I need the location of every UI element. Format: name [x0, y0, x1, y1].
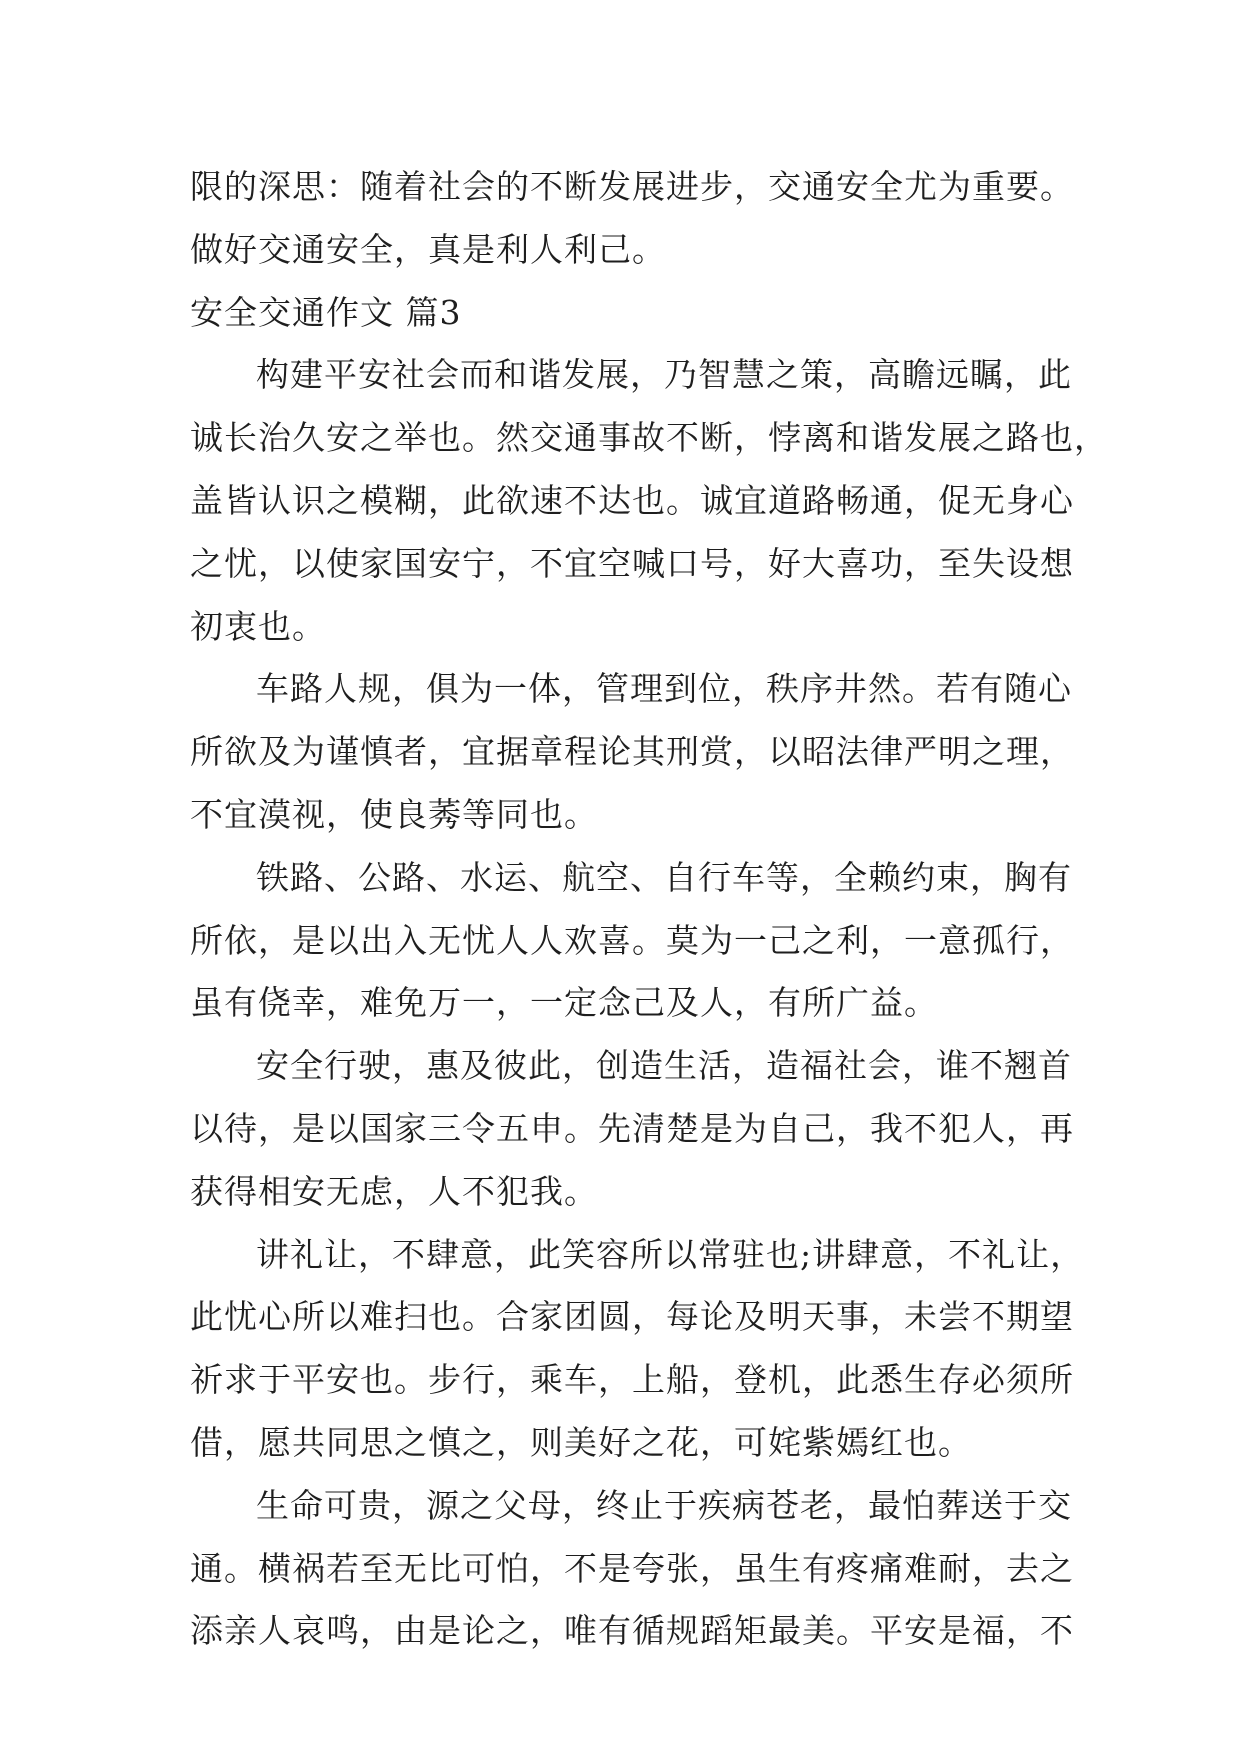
paragraph-line: 以待，是以国家三令五申。先清楚是为自己，我不犯人，再	[190, 1108, 1074, 1148]
paragraph-line: 生命可贵，源之父母，终止于疾病苍老，最怕葬送于交	[256, 1485, 1072, 1525]
paragraph-line: 构建平安社会而和谐发展，乃智慧之策，高瞻远瞩，此	[256, 355, 1072, 395]
paragraph-line: 诚长治久安之举也。然交通事故不断，悖离和谐发展之路也，	[190, 418, 1108, 458]
paragraph-line: 获得相安无虑，人不犯我。	[190, 1171, 598, 1211]
paragraph-line: 虽有侥幸，难免万一，一定念己及人，有所广益。	[190, 983, 938, 1023]
paragraph-2	[190, 658, 1074, 846]
paragraph-line: 之忧，以使家国安宁，不宜空喊口号，好大喜功，至失设想	[190, 543, 1074, 583]
paragraph-line: 不宜漠视，使良莠等同也。	[190, 794, 598, 834]
paragraph-line: 盖皆认识之模糊，此欲速不达也。诚宜道路畅通，促无身心	[190, 480, 1074, 520]
paragraph-line: 铁路、公路、水运、航空、自行车等，全赖约束，胸有	[256, 857, 1072, 897]
paragraph-line: 讲礼让，不肆意，此笑容所以常驻也;讲肆意，不礼让，	[256, 1234, 1085, 1274]
intro-line: 限的深思：随着社会的不断发展进步，交通安全尤为重要。	[190, 167, 1074, 206]
paragraph-line: 所依，是以出入无忧人人欢喜。莫为一己之利，一意孤行，	[190, 920, 1074, 960]
paragraph-line: 祈求于平安也。步行，乘车，上船，登机，此悉生存必须所	[190, 1360, 1074, 1400]
paragraph-line: 初衷也。	[190, 606, 326, 646]
paragraph-6	[190, 1475, 1074, 1663]
section-title: 安全交通作文 篇3	[190, 292, 462, 332]
paragraph-line: 此忧心所以难扫也。合家团圆，每论及明天事，未尝不期望	[190, 1297, 1074, 1337]
paragraph-line: 通。横祸若至无比可怕，不是夸张，虽生有疼痛难耐，去之	[190, 1548, 1074, 1588]
paragraph-line: 安全行驶，惠及彼此，创造生活，造福社会，谁不翘首	[256, 1046, 1072, 1086]
paragraph-line: 车路人规，俱为一体，管理到位，秩序井然。若有随心	[256, 669, 1072, 709]
paragraph-line: 添亲人哀鸣，由是论之，唯有循规蹈矩最美。平安是福，不	[190, 1611, 1074, 1651]
paragraph-line: 所欲及为谨慎者，宜据章程论其刑赏，以昭法律严明之理，	[190, 732, 1074, 772]
paragraph-4	[190, 1035, 1074, 1223]
paragraph-1	[190, 344, 1108, 658]
paragraph-line: 借，愿共同思之慎之，则美好之花，可姹紫嫣红也。	[190, 1422, 972, 1462]
document-body	[190, 156, 1108, 1663]
intro-line: 做好交通安全，真是利人利己。	[190, 229, 666, 269]
paragraph-5	[190, 1224, 1085, 1475]
paragraph-3	[190, 847, 1074, 1035]
